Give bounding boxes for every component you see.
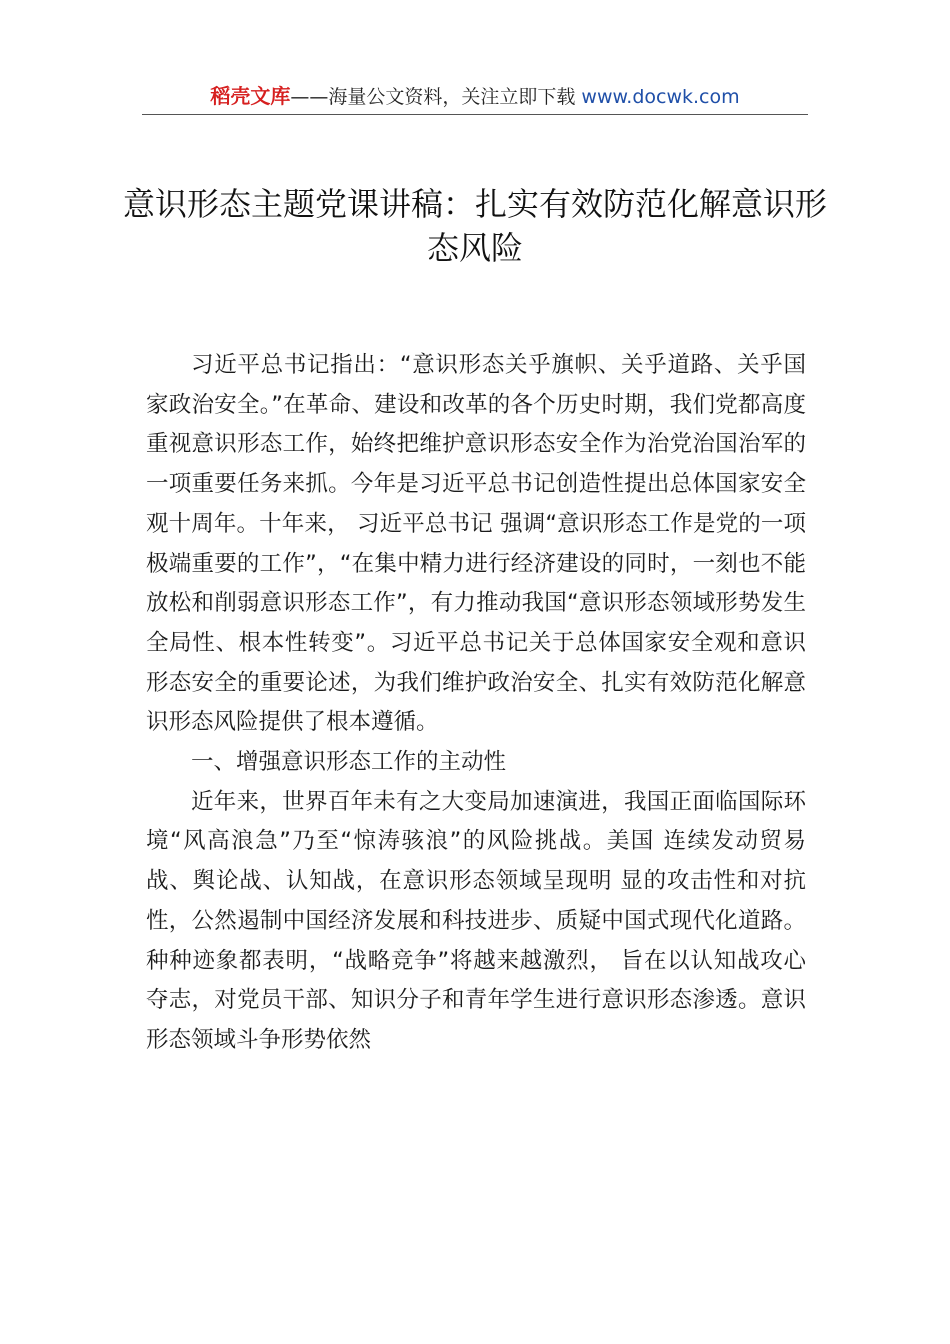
site-url: www.docwk.com bbox=[581, 86, 740, 108]
header-tagline: ——海量公文资料，关注立即下载 bbox=[290, 86, 576, 108]
document-title: 意识形态主题党课讲稿：扎实有效防范化解意识形态风险 bbox=[122, 185, 827, 267]
intro-paragraph: 习近平总书记指出：“意识形态关乎旗帜、关乎道路、关乎国家政治安全。”在革命、建设和改革的各个历史时期，我们党都高度重视意识形态工作，始终把维护意识形态安全作为治党治国治军的一项重要任务来抓。今年是习近平总书记创造性提出总体国家安全观十周年。十年来， 习近平总书记 强调“意识形态工作是党的一项极端重要的工作”，“在集中精力进行经济建设的同时，一刻也不能放松和削弱意识形态工作”，有力推动我国“意识形态领域形势发生全局性、根本性转变”。习近平总书记关于总体国家安全观和意识形态安全的重要论述，为我们维护政治安全、扎实有效防范化解意识形态风险提供了根本遵循。 bbox=[146, 352, 806, 736]
section-heading: 一、增强意识形态工作的主动性 bbox=[191, 749, 507, 776]
document-header bbox=[142, 82, 808, 116]
document-body bbox=[146, 346, 806, 1061]
section-paragraph: 近年来，世界百年未有之大变局加速演进，我国正面临国际环境“风高浪急”乃至“惊涛骇浪”的风险挑战。美国 连续发动贸易战、舆论战、认知战，在意识形态领域呈现明 显的攻击性和对抗性，公然遏制中国经济发展和科技进步、质疑中国式现代化道路。种种迹象都表明，“战略竞争”将越来越激烈， 旨在以认知战攻心夺志，对党员干部、知识分子和青年学生进行意识形态渗透。意识形态领域斗争形势依然 bbox=[146, 788, 806, 1053]
header-divider bbox=[142, 114, 808, 115]
brand-name: 稻壳文库 bbox=[210, 84, 291, 108]
